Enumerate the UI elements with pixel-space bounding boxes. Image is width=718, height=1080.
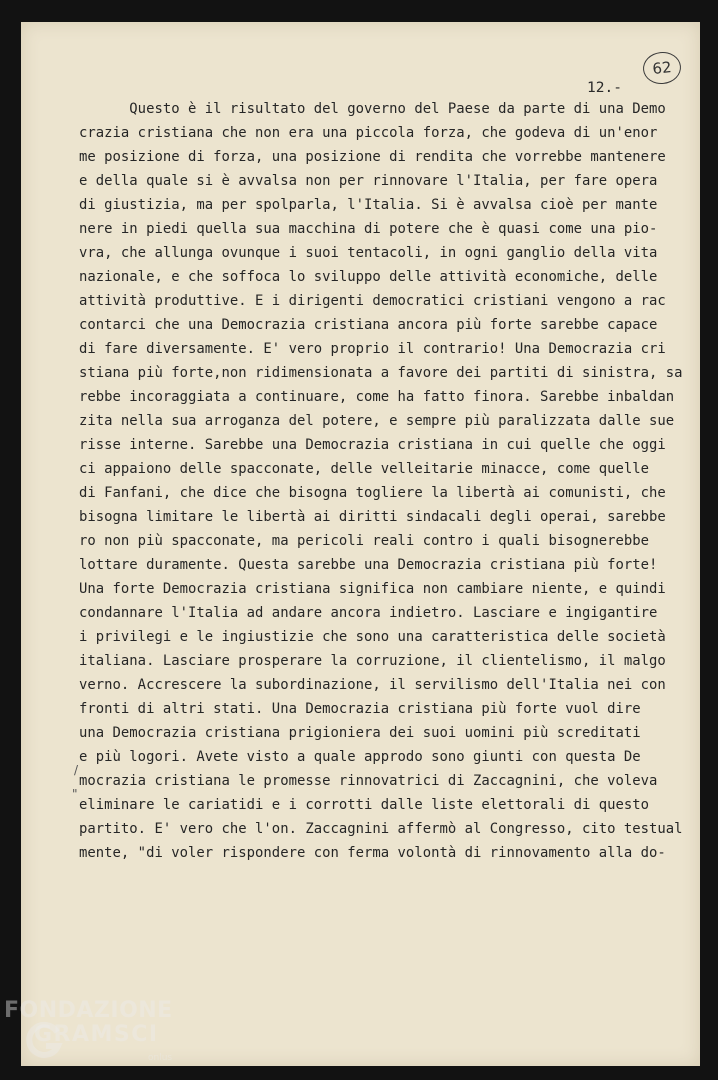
margin-mark: " — [72, 787, 78, 801]
foundation-logo-icon — [24, 1020, 64, 1060]
text-line: partito. E' vero che l'on. Zaccagnini affermò al Congresso, cito testual — [79, 821, 683, 837]
text-line: Una forte Democrazia cristiana significa non cambiare niente, e quindi — [79, 581, 666, 597]
text-line: nere in piedi quella sua macchina di potere che è quasi come una pio- — [79, 221, 658, 237]
text-line: attività produttive. E i dirigenti democratici cristiani vengono a rac — [79, 293, 666, 309]
text-line: di Fanfani, che dice che bisogna togliere la libertà ai comunisti, che — [79, 485, 666, 501]
text-line: mente, "di voler rispondere con ferma volontà di rinnovamento alla do- — [79, 845, 666, 861]
text-line: condannare l'Italia ad andare ancora indietro. Lasciare e ingigantire — [79, 605, 658, 621]
text-line: e della quale si è avvalsa non per rinnovare l'Italia, per fare opera — [79, 173, 658, 189]
text-line: di giustizia, ma per spolparla, l'Italia. Si è avvalsa cioè per mante — [79, 197, 658, 213]
text-line: eliminare le cariatidi e i corrotti dalle liste elettorali di questo — [79, 797, 650, 813]
watermark-line2: GRAMSCI — [34, 1022, 159, 1047]
text-line: bisogna limitare le libertà ai diritti sindacali degli operai, sarebbe — [79, 509, 666, 525]
text-line: una Democrazia cristiana prigioniera dei suoi uomini più screditati — [79, 725, 641, 741]
text-line: e più logori. Avete visto a quale approdo sono giunti con questa De — [79, 749, 641, 765]
watermark-small: onlus — [148, 1053, 173, 1063]
text-line: di fare diversamente. E' vero proprio il contrario! Una Democrazia cri — [79, 341, 666, 357]
text-line: Questo è il risultato del governo del Paese da parte di una Demo — [79, 101, 666, 117]
text-line: ci appaiono delle spacconate, delle velleitarie minacce, come quelle — [79, 461, 650, 477]
text-line: i privilegi e le ingiustizie che sono una caratteristica delle società — [79, 629, 666, 645]
text-line: zita nella sua arroganza del potere, e sempre più paralizzata dalle sue — [79, 413, 675, 429]
text-line: rebbe incoraggiata a continuare, come ha fatto finora. Sarebbe inbaldan — [79, 389, 675, 405]
text-line: mocrazia cristiana le promesse rinnovatrici di Zaccagnini, che voleva — [79, 773, 658, 789]
text-line: contarci che una Democrazia cristiana ancora più forte sarebbe capace — [79, 317, 658, 333]
text-line: stiana più forte,non ridimensionata a favore dei partiti di sinistra, sa — [79, 365, 683, 381]
text-line: me posizione di forza, una posizione di rendita che vorrebbe mantenere — [79, 149, 666, 165]
text-line: italiana. Lasciare prosperare la corruzione, il clientelismo, il malgo — [79, 653, 666, 669]
text-line: lottare duramente. Questa sarebbe una Democrazia cristiana più forte! — [79, 557, 658, 573]
text-line: nazionale, e che soffoca lo sviluppo delle attività economiche, delle — [79, 269, 658, 285]
watermark-line1: FONDAZIONE — [4, 998, 173, 1023]
archive-watermark — [4, 998, 173, 1063]
text-line: ro non più spacconate, ma pericoli reali contro i quali bisognerebbe — [79, 533, 650, 549]
page-number: 12.- — [587, 80, 622, 96]
text-line: verno. Accrescere la subordinazione, il servilismo dell'Italia nei con — [79, 677, 666, 693]
text-line: crazia cristiana che non era una piccola forza, che godeva di un'enor — [79, 125, 658, 141]
margin-mark: / — [74, 763, 79, 777]
text-line: vra, che allunga ovunque i suoi tentacoli, in ogni ganglio della vita — [79, 245, 658, 261]
archive-stamp: 62 — [641, 50, 682, 86]
text-line: fronti di altri stati. Una Democrazia cristiana più forte vuol dire — [79, 701, 641, 717]
text-line: risse interne. Sarebbe una Democrazia cristiana in cui quelle che oggi — [79, 437, 666, 453]
